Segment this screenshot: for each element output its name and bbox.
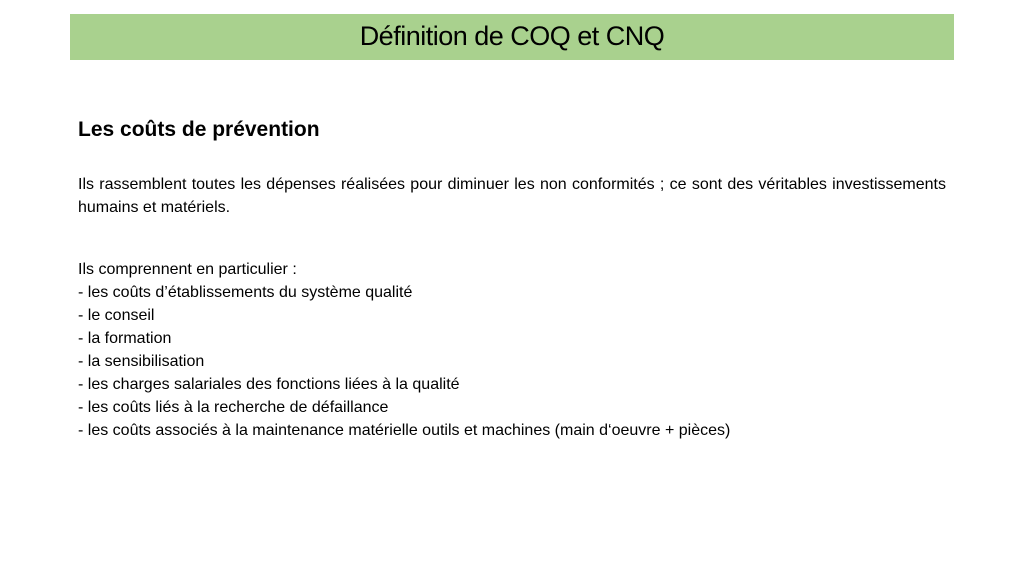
section-heading: Les coûts de prévention bbox=[78, 118, 320, 141]
slide-content bbox=[78, 116, 946, 442]
list-lead: Ils comprennent en particulier : bbox=[78, 261, 297, 278]
intro-paragraph: Ils rassemblent toutes les dépenses réalisées pour diminuer les non conformités ; ce sont des véritables investissements humains et matériels. bbox=[78, 176, 946, 216]
list-item: - la sensibilisation bbox=[78, 353, 205, 370]
cost-item-list bbox=[78, 281, 946, 442]
list-item: - le conseil bbox=[78, 307, 155, 324]
list-item: - les coûts liés à la recherche de défaillance bbox=[78, 399, 389, 416]
list-item: - les charges salariales des fonctions liées à la qualité bbox=[78, 376, 460, 393]
list-item: - la formation bbox=[78, 330, 172, 347]
list-item: - les coûts associés à la maintenance matérielle outils et machines (main d‘oeuvre + pièces) bbox=[78, 422, 731, 439]
title-bar bbox=[70, 14, 954, 60]
slide-title: Définition de COQ et CNQ bbox=[359, 20, 665, 51]
list-item: - les coûts d’établissements du système qualité bbox=[78, 284, 413, 301]
